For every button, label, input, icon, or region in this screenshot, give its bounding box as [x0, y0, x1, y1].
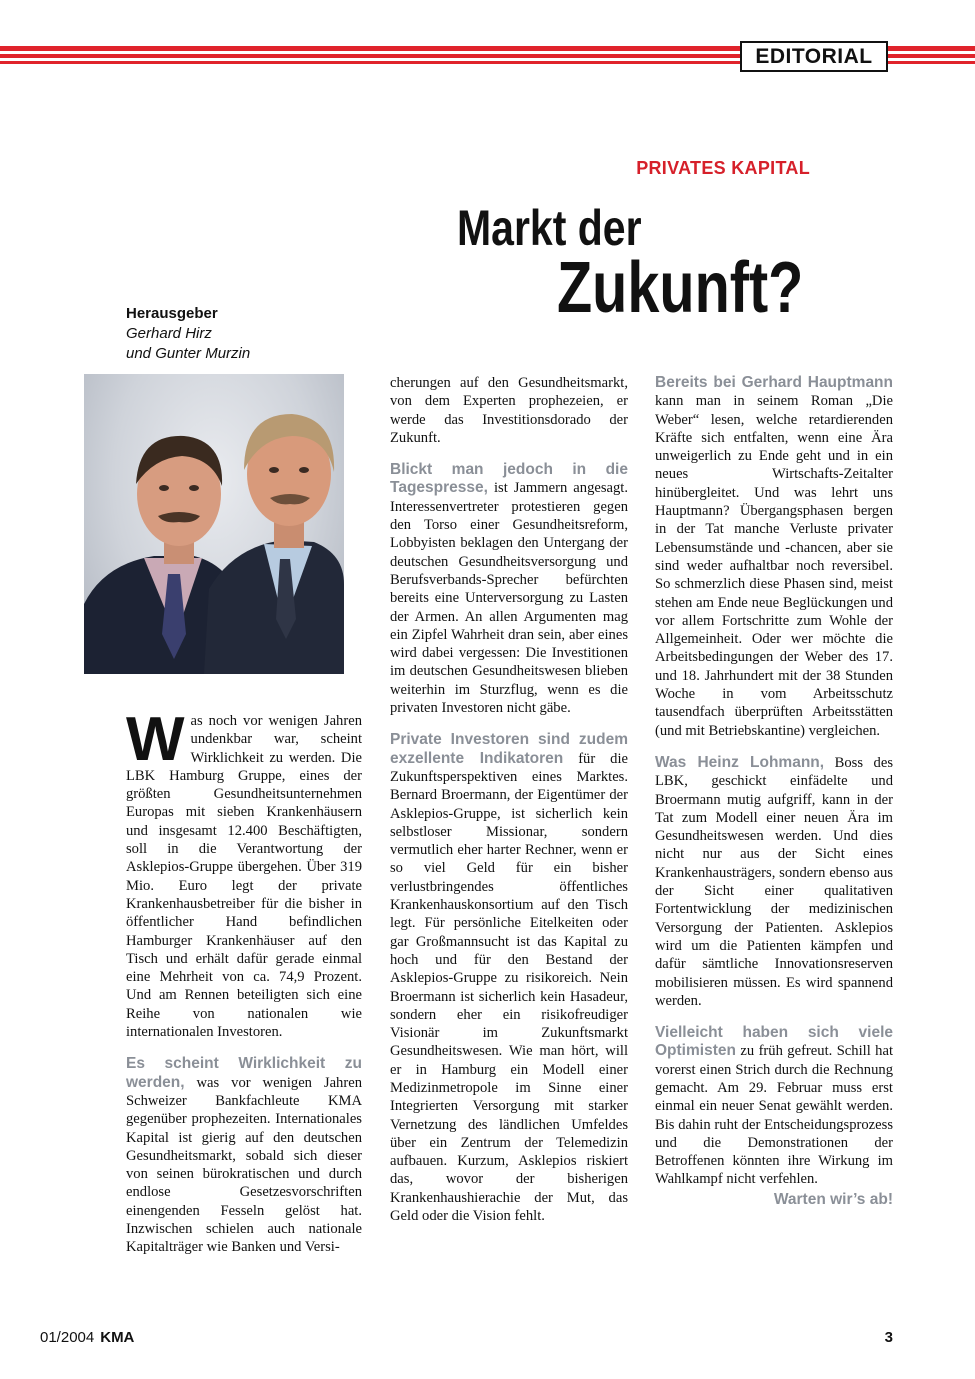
paragraph-text: ist Jammern angesagt. Interessenvertreter protestieren gegen den Torso einer Gesundheitsreform, Lobbyisten beklagen den Untergang der deutschen Gesundheitsversorgung und Berufsverbands-Sprecher befürchten bereits eine Unterversorgung zu Lasten der Armen. An allen Argumenten mag ein Zipfel Wahrheit dran sein, aber eines wird dabei vergessen: Die Investitionen im deutschen Gesundheitswesen blieben weiterhin im Sturzflug, wenn es die privaten Investoren nicht gäbe.	[390, 480, 628, 717]
paragraph	[390, 731, 628, 1225]
publisher-credit	[126, 304, 356, 364]
article-column-3	[655, 374, 893, 1209]
magazine-name: KMA	[100, 1329, 135, 1346]
article-column-2	[390, 374, 628, 1239]
publisher-name-1: Gerhard Hirz	[126, 325, 212, 342]
paragraph-text: as noch vor wenigen Jahren undenkbar war, scheint Wirklichkeit zu werden. Die LBK Hamburg Gruppe, eines der größten Gesundheitsunternehmen Europas mit sieben Krankenhäusern und insgesamt 12.400 Beschäftigten, soll in die Verantwortung der Asklepios-Gruppe übergehen. Über 319 Mio. Euro legt der private Krankenhausbetreiber für die bisher in öffentlicher Hand befindlichen Hamburger Krankenhäuser auf den Tisch und erhält dafür gerade einmal eine Mehrheit von ca. 74,9 Prozent. Und am Rennen beteiligten sich eine Reihe von nationalen wie internationalen Investoren.	[126, 713, 362, 1041]
paragraph-lead: Es scheint Wirklichkeit zu werden,	[126, 1055, 362, 1091]
footer-issue	[40, 1329, 134, 1346]
paragraph-text: cherungen auf den Gesundheitsmarkt, von dem Experten prophezeien, er werde das Investitionsdorado der Zukunft.	[390, 375, 628, 446]
paragraph	[655, 374, 893, 740]
issue-date: 01/2004	[40, 1329, 95, 1346]
page-number: 3	[884, 1329, 893, 1346]
paragraph-text: was vor wenigen Jahren Schweizer Bankfachleute KMA gegenüber prophezeiten. Internationales Kapital ist gierig auf den deutschen Gesundheitsmarkt, sobald sich dieser von seinen bürokratischen und durch endlose Gesetzesvorschriften einengenden Fesseln gelöst hat. Inzwischen schielen auch nationale Kapitalträger wie Banken und Versi-	[126, 1074, 362, 1256]
paragraph	[390, 461, 628, 717]
article-kicker: PRIVATES KAPITAL	[636, 158, 810, 178]
paragraph-lead: Blickt man jedoch in die Tagespresse,	[390, 461, 628, 497]
drop-cap: W	[126, 705, 185, 774]
headline-line-1: Markt der	[457, 200, 642, 256]
paragraph-text: kann man in seinem Roman „Die Weber“ lesen, welche retardierenden Kräfte sich entfalten, wenn eine Ära unweigerlich zu Ende geht und in ein neues Wirtschafts-Zeitalter hinübergleitet. Und was lehrt uns Hauptmann? Übergangsphasen bergen in der Tat manche Verluste privater Lebensumstände und -chancen, aber sie sind weder aufhaltbar noch reversibel. So schmerzlich diese Phasen sind, meist stehen am Ende neue Beglückungen und vor allem Fortschritte zum Wohle der Allgemeinheit. Oder wer möchte die Arbeitsbedingungen der Weber des 17. und 18. Jahrhundert mit der 38 Stunden Woche in vom Arbeitsschutz tausendfach überprüften Arbeitsstätten (und mit Betriebskantine) vergleichen.	[655, 393, 893, 739]
paragraph-lead: Vielleicht haben sich viele Optimisten	[655, 1024, 893, 1060]
publishers-photo	[84, 374, 344, 674]
publishers-portrait-illustration	[84, 374, 344, 674]
paragraph	[126, 1055, 362, 1256]
paragraph	[126, 705, 362, 1041]
publisher-name-2: und Gunter Murzin	[126, 345, 251, 362]
paragraph-lead: Bereits bei Gerhard Hauptmann	[655, 374, 893, 391]
paragraph-text: zu früh gefreut. Schill hat vorerst einen Strich durch die Rechnung gemacht. Am 29. Februar muss erst einmal ein neuer Senat gewählt werden. Bis dahin ruht der Entscheidungsprozess und die Demonstrationen der Betroffenen könnten ihre Wirkung im Wahlkampf nicht verfehlen.	[655, 1043, 893, 1188]
article-column-1	[126, 705, 362, 1271]
paragraph-text: für die Zukunftsperspektiven eines Marktes. Bernard Broermann, der Eigentümer der Asklepios-Gruppe, ist sicherlich kein selbstloser Missionar, sondern vermutlich eher harter Rechner, wenn er so viel Geld für ein bisher verlustbringendes öffentliches Krankenhauskonsortium auf den Tisch legt. Für persönliche Eitelkeiten oder gar Großmannsucht ist das Kapital zu hoch und für den Bestand der Asklepios-Gruppe zu risikoreich. Nein Broermann ist sicherlich kein Hasadeur, sondern eher ein risikofreudiger Visionär im Zukunftsmarkt Gesundheitswesen. Wie man hört, will er in Hamburg ein Modell einer Medizinmetropole im Sinne einer Integrierten Versorgung mit starker Vernetzung des ländlichen Umfeldes über ein Zentrum der Telemedizin aufbauen. Kurzum, Asklepios riskiert das, wovor der bisherigen Krankenhaushierachie der Mut, das Geld oder die Vision fehlt.	[390, 750, 628, 1225]
paragraph-lead: Was Heinz Lohmann,	[655, 753, 825, 771]
paragraph	[390, 374, 628, 447]
paragraph	[655, 1024, 893, 1189]
publisher-label: Herausgeber	[126, 305, 218, 322]
paragraph	[655, 754, 893, 1010]
paragraph-text: Boss des LBK, geschickt einfädelte und Broermann mutig aufgriff, kann in der Tat zum Modell einer neuen Ära im Gesundheitswesen werden. Und dies nicht nur aus der Sicht eines Krankenhausträgers, sondern ebenso aus der Sicht einer qualitativen Fortentwicklung der medizinischen Versorgung der Patienten. Asklepios wird um die Patienten kämpfen und dafür sämtliche Innovationsreserven mobilisieren müssen. Es wird spannend werden.	[655, 754, 893, 1009]
headline-line-2: Zukunft?	[557, 248, 804, 328]
article-signoff: Warten wir’s ab!	[773, 1190, 893, 1208]
section-label: EDITORIAL	[740, 41, 888, 72]
paragraph-lead: Private Investoren sind zudem exzellente Indikatoren	[390, 731, 628, 767]
